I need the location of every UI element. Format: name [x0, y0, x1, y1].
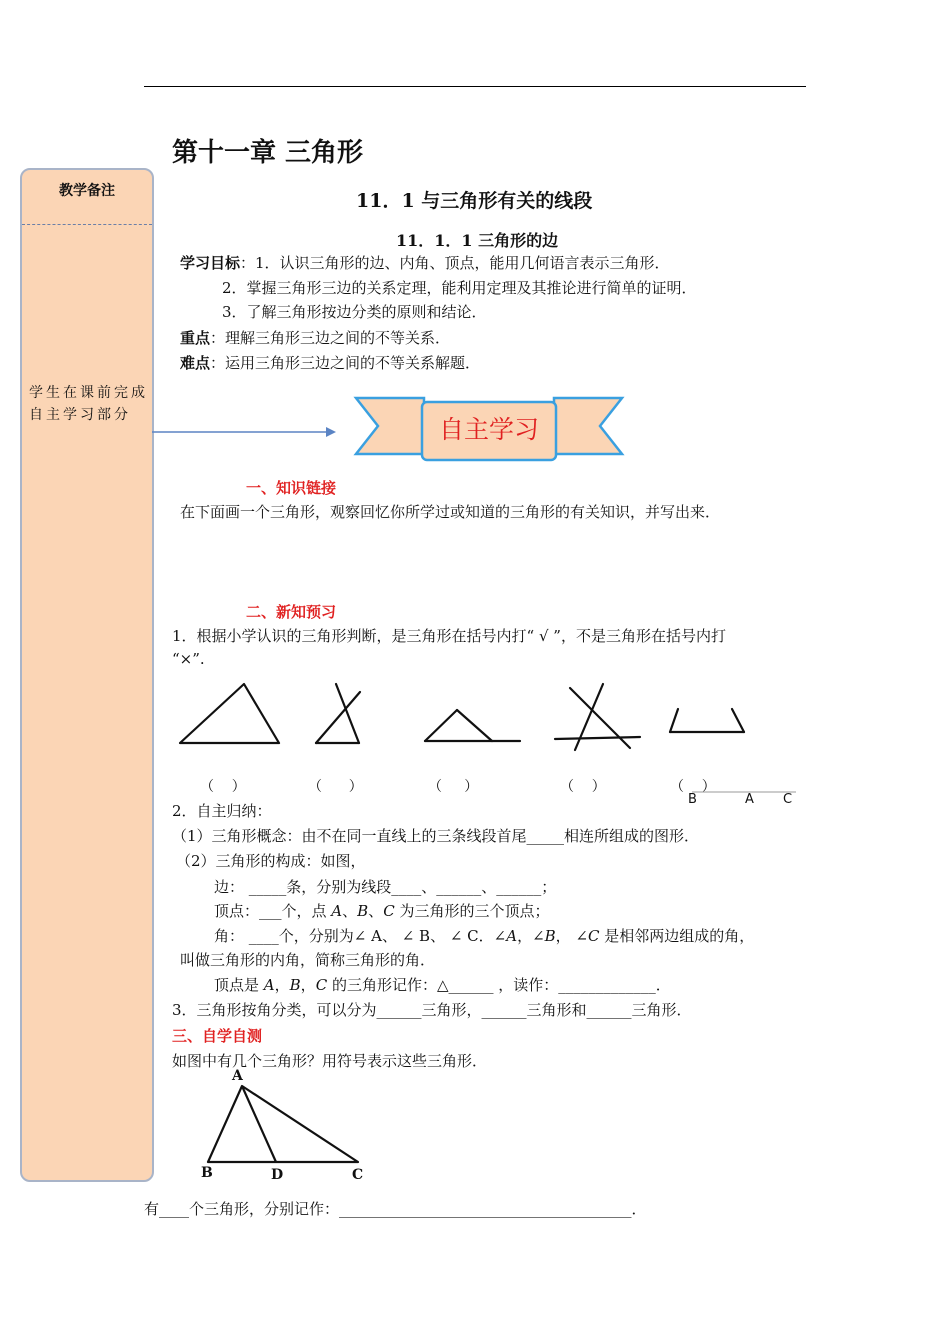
learning-goal-3: 3．了解三角形按边分类的原则和结论．	[222, 303, 487, 321]
notation-fill-line: 顶点是 A，B，C 的三角形记作：△______ ，读作：_____________．	[214, 976, 671, 994]
angles-fill-line: 角： ____个，分别为∠ A、 ∠ B、 ∠ C．∠A，∠B， ∠C 是相邻两边组成的角，	[214, 927, 755, 945]
header-rule	[144, 86, 806, 87]
self-test-answer-line: 有____个三角形，分别记作：_______________________________________．	[144, 1200, 647, 1218]
sidebar-title: 教学备注	[59, 183, 115, 199]
sidebar-note-line: 学生在课前完成	[29, 385, 148, 401]
knowledge-link-text: 在下面画一个三角形，观察回忆你所学过或知道的三角形的有关知识，并写出来．	[180, 503, 721, 521]
figure-triangle-1	[180, 684, 279, 743]
sidebar-notes-panel	[20, 168, 154, 1182]
answer-paren-1: （ ）	[200, 779, 246, 795]
figure-crossed-lines-2	[316, 684, 360, 743]
sidebar-note-line: 自主学习部分	[29, 407, 131, 423]
figure-open-shape-3	[425, 710, 520, 741]
figure-crossed-lines-4	[555, 684, 640, 750]
question-3-classification: 3．三角形按角分类，可以分为______三角形，______三角形和______三角形．	[172, 1001, 692, 1019]
difficult-point: 难点：运用三角形三边之间的不等关系解题．	[180, 354, 481, 372]
key-point: 重点：理解三角形三边之间的不等关系．	[180, 329, 451, 347]
sidebar-note	[29, 382, 153, 426]
banner-text: 自主学习	[438, 415, 539, 444]
figure-label-a: A	[232, 1068, 243, 1084]
answer-paren-2: （ ）	[308, 779, 363, 795]
segment-label-c: C	[783, 792, 793, 807]
question-2-concept: （1）三角形概念：由不在同一直线上的三条线段首尾_____相连所组成的图形．	[172, 827, 700, 845]
learning-goal-2: 2．掌握三角形三边的关系定理，能利用定理及其推论进行简单的证明．	[222, 279, 697, 297]
angles-definition-line: 叫做三角形的内角，简称三角形的角．	[180, 951, 436, 969]
figure-label-d: D	[271, 1167, 284, 1183]
question-2-title: 2．自主归纳：	[172, 802, 272, 820]
arrow-icon	[150, 424, 340, 440]
figure-open-shape-5	[670, 709, 744, 732]
chapter-title: 第十一章 三角形	[172, 138, 364, 168]
question-1-line-1: 1．根据小学认识的三角形判断，是三角形在括号内打“ √ ”，不是三角形在括号内打	[172, 627, 726, 645]
goals-label: 学习目标	[180, 254, 241, 272]
triangle-judgement-figures	[170, 674, 770, 756]
answer-paren-3: （ ）	[428, 779, 479, 795]
self-test-question: 如图中有几个三角形？用符号表示这些三角形．	[172, 1052, 488, 1070]
section-heading-self-test: 三、自学自测	[172, 1027, 263, 1045]
answer-paren-5: （ ）	[670, 779, 716, 795]
learning-goal-1: 学习目标：1．认识三角形的边、内角、顶点，能用几何语言表示三角形．	[180, 254, 670, 272]
triangle-abc-figure	[200, 1080, 370, 1170]
question-2-composition: （2）三角形的构成：如图，	[176, 852, 366, 870]
segment-label-b: B	[688, 792, 697, 807]
subsection-title: 11．1．1 三角形的边	[396, 231, 559, 250]
figure-label-b: B	[201, 1165, 213, 1181]
segment-label-a: A	[745, 792, 754, 807]
answer-paren-4: （ ）	[560, 779, 606, 795]
section-heading-preview: 二、新知预习	[246, 603, 337, 621]
figure-label-c: C	[352, 1167, 364, 1183]
vertices-fill-line: 顶点：___个，点 A、B、C 为三角形的三个顶点；	[214, 902, 550, 920]
question-1-line-2: “×”.	[172, 650, 205, 668]
section-title: 11．1 与三角形有关的线段	[356, 190, 593, 212]
sidebar-divider	[22, 224, 152, 225]
sides-fill-line: 边： _____条，分别为线段____、______、______；	[214, 878, 557, 896]
section-heading-knowledge-link: 一、知识链接	[246, 479, 337, 497]
